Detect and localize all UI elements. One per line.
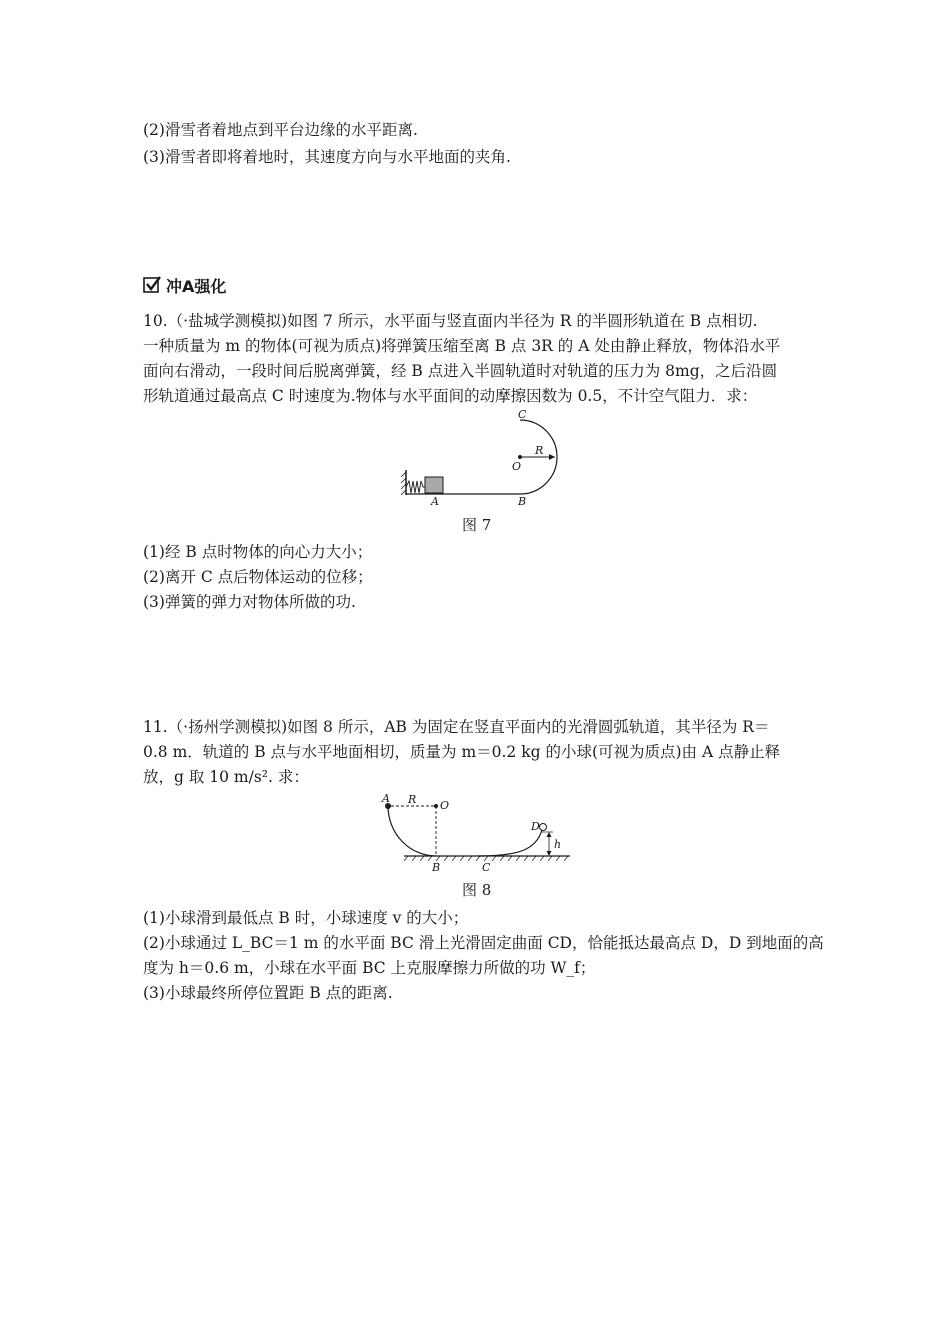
label-h: h xyxy=(554,838,562,851)
block xyxy=(425,477,443,493)
problem-10-question-3: (3)弹簧的弹力对物体所做的功. xyxy=(143,593,356,611)
label-R: R xyxy=(408,793,417,806)
ball-D xyxy=(540,824,547,831)
problem-10-line-2: 一种质量为 m 的物体(可视为质点)将弹簧压缩至离 B 点 3R 的 A 处由静止释放，物体沿水平 xyxy=(143,337,781,355)
prev-question-3: (3)滑雪者即将着地时，其速度方向与水平地面的夹角. xyxy=(143,148,511,166)
curve-CD xyxy=(478,830,542,856)
label-D: D xyxy=(531,820,540,833)
problem-11-question-2-line-2: 度为 h＝0.6 m，小球在水平面 BC 上克服摩擦力所做的功 W_f； xyxy=(143,959,596,977)
spring xyxy=(406,481,425,493)
label-R: R xyxy=(535,444,544,457)
section-title: 冲A强化 xyxy=(166,276,227,296)
problem-11-question-1: (1)小球滑到最低点 B 时，小球速度 v 的大小； xyxy=(143,909,469,927)
label-O: O xyxy=(440,799,450,812)
figure-8-caption: 图 8 xyxy=(462,881,492,899)
problem-11-line-1: 11.（·扬州学测模拟)如图 8 所示，AB 为固定在竖直平面内的光滑圆弧轨道，其半径为 R＝ xyxy=(143,718,770,736)
label-O: O xyxy=(512,460,522,473)
problem-11-line-3: 放，g 取 10 m/s². 求： xyxy=(143,768,309,786)
label-C: C xyxy=(482,861,491,874)
problem-10-question-2: (2)离开 C 点后物体运动的位移； xyxy=(143,568,373,586)
figure-7-caption: 图 7 xyxy=(462,516,492,534)
checkbox-checked-icon xyxy=(143,276,161,294)
section-header xyxy=(143,274,226,296)
problem-11-line-2: 0.8 m．轨道的 B 点与水平地面相切，质量为 m＝0.2 kg 的小球(可视为质点)由 A 点静止释 xyxy=(143,743,781,761)
label-C: C xyxy=(518,408,527,421)
prev-question-2: (2)滑雪者着地点到平台边缘的水平距离. xyxy=(143,121,418,139)
label-B: B xyxy=(518,495,527,508)
label-A: A xyxy=(382,792,390,805)
label-B: B xyxy=(432,861,441,874)
arc-AB xyxy=(388,806,436,856)
problem-11-question-3: (3)小球最终所停位置距 B 点的距离. xyxy=(143,984,393,1002)
center-point xyxy=(434,804,438,808)
problem-11-question-2-line-1: (2)小球通过 L_BC＝1 m 的水平面 BC 滑上光滑固定曲面 CD，恰能抵达最高点 D，D 到地面的高 xyxy=(143,934,824,952)
problem-10-line-3: 面向右滑动，一段时间后脱离弹簧，经 B 点进入半圆轨道时对轨道的压力为 8mg，之后沿圆 xyxy=(143,362,778,380)
problem-10-question-1: (1)经 B 点时物体的向心力大小； xyxy=(143,543,373,561)
figure-7 xyxy=(400,410,590,510)
label-A: A xyxy=(431,495,439,508)
figure-8 xyxy=(378,790,578,880)
problem-10-line-1: 10.（·盐城学测模拟)如图 7 所示，水平面与竖直面内半径为 R 的半圆形轨道在 B 点相切. xyxy=(143,312,758,330)
problem-10-line-4: 形轨道通过最高点 C 时速度为.物体与水平面间的动摩擦因数为 0.5，不计空气阻力．求： xyxy=(143,387,758,405)
